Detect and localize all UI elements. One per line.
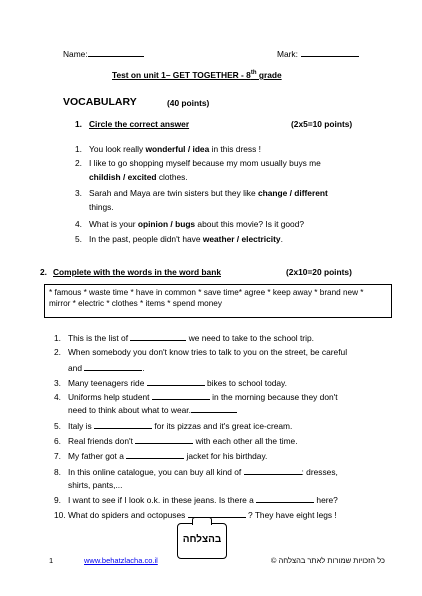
item-text: What is your bbox=[89, 219, 138, 229]
item-text: This is the list of bbox=[68, 333, 131, 343]
section2-item bbox=[54, 404, 237, 415]
item-text: Many teenagers ride bbox=[68, 378, 147, 388]
answer-blank[interactable] bbox=[256, 494, 314, 503]
item-text: I like to go shopping myself because my mom usually buys me bbox=[89, 158, 321, 168]
item-number: 1. bbox=[75, 144, 82, 154]
section1-title: Circle the correct answer bbox=[89, 119, 190, 129]
section2-item bbox=[54, 480, 122, 490]
item-number: 9. bbox=[54, 495, 61, 505]
item-number: 6. bbox=[54, 436, 61, 446]
section1-number: 1. bbox=[75, 119, 82, 129]
section2-item bbox=[54, 435, 298, 446]
item-text: Italy is bbox=[68, 421, 95, 431]
section1-item bbox=[75, 234, 283, 244]
item-text: You look really bbox=[89, 144, 146, 154]
section2-title: Complete with the words in the word bank bbox=[53, 267, 221, 277]
item-text: In this online catalogue, you can buy all kind of bbox=[68, 467, 244, 477]
section2-number: 2. bbox=[40, 267, 47, 277]
item-number: 10. bbox=[54, 510, 66, 520]
answer-blank[interactable] bbox=[126, 450, 184, 459]
item-number: 3. bbox=[54, 378, 61, 388]
answer-blank[interactable] bbox=[244, 466, 302, 475]
section1-item bbox=[75, 172, 188, 182]
logo-tab-shape bbox=[192, 517, 212, 525]
answer-options[interactable]: childish / excited bbox=[89, 172, 157, 182]
answer-options[interactable]: wonderful / idea bbox=[145, 144, 210, 154]
item-text: and bbox=[68, 363, 85, 373]
section2-item bbox=[54, 466, 338, 477]
item-number: 8. bbox=[54, 467, 61, 477]
item-text-end: clothes. bbox=[156, 172, 188, 182]
item-text-end: here? bbox=[314, 495, 338, 505]
period-mark: . bbox=[142, 363, 145, 373]
copyright-notice: כל הזכויות שמורות לאתר בהצלחה © bbox=[270, 556, 385, 565]
mark-label: Mark: bbox=[277, 49, 298, 59]
logo-text: בהצלחה bbox=[182, 534, 222, 545]
page-number: 1 bbox=[49, 556, 54, 565]
answer-blank[interactable] bbox=[84, 362, 145, 373]
item-text-end: about this movie? Is it good? bbox=[195, 219, 305, 229]
item-text: Sarah and Maya are twin sisters but they like bbox=[89, 188, 258, 198]
item-text: I want to see if I look o.k. in these jeans. Is there a bbox=[68, 495, 257, 505]
behatzlacha-logo bbox=[177, 523, 227, 559]
answer-options[interactable]: change / different bbox=[257, 188, 328, 198]
section1-item bbox=[75, 144, 261, 154]
item-text-end: . bbox=[280, 234, 283, 244]
word-bank: * famous * waste time * have in common * save time* agree * keep away * brand new * mirror * electric * clothes * items * spend money bbox=[44, 284, 392, 318]
answer-blank[interactable] bbox=[135, 435, 193, 444]
section2-item bbox=[54, 362, 145, 373]
item-number: 3. bbox=[75, 188, 82, 198]
item-number: 7. bbox=[54, 451, 61, 461]
answer-blank[interactable] bbox=[191, 404, 237, 413]
item-text-end: bikes to school today. bbox=[204, 378, 287, 388]
section1-item bbox=[75, 202, 114, 212]
mark-field bbox=[277, 48, 359, 59]
name-blank[interactable] bbox=[88, 48, 144, 57]
section2-item bbox=[54, 420, 292, 431]
item-number: 2. bbox=[75, 158, 82, 168]
section2-item bbox=[54, 377, 287, 388]
item-text: Uniforms help student bbox=[68, 392, 152, 402]
item-text-end: in the morning because they don't bbox=[209, 392, 338, 402]
item-text-end: in this dress ! bbox=[209, 144, 261, 154]
section1-item bbox=[75, 219, 304, 229]
item-text: need to think about what to wear. bbox=[68, 405, 191, 415]
answer-options[interactable]: opinion / bugs bbox=[137, 219, 196, 229]
item-text: In the past, people didn't have bbox=[89, 234, 203, 244]
item-text: What do spiders and octopuses bbox=[68, 510, 188, 520]
mark-blank[interactable] bbox=[301, 48, 359, 57]
item-text-end: : dresses, bbox=[301, 467, 338, 477]
answer-options[interactable]: weather / electricity bbox=[202, 234, 281, 244]
section2-item bbox=[54, 347, 347, 357]
section1-item bbox=[75, 188, 328, 198]
section2-item bbox=[54, 332, 314, 343]
test-title: Test on unit 1– GET TOGETHER - 8th grade bbox=[112, 70, 282, 80]
name-field bbox=[63, 48, 144, 59]
section2-item bbox=[54, 494, 338, 505]
vocabulary-heading: VOCABULARY bbox=[63, 96, 137, 108]
answer-blank[interactable] bbox=[94, 420, 152, 429]
item-number: 5. bbox=[54, 421, 61, 431]
item-text-end: with each other all the time. bbox=[193, 436, 298, 446]
section1-item bbox=[75, 158, 321, 168]
vocabulary-points: (40 points) bbox=[167, 98, 210, 108]
answer-blank[interactable] bbox=[147, 377, 205, 386]
section1-points: (2x5=10 points) bbox=[291, 119, 353, 129]
item-number: 4. bbox=[75, 219, 82, 229]
item-text: things. bbox=[89, 202, 114, 212]
section2-points: (2x10=20 points) bbox=[286, 267, 352, 277]
answer-blank[interactable] bbox=[152, 391, 210, 400]
item-text: When somebody you don't know tries to talk to you on the street, be careful bbox=[68, 347, 348, 357]
item-text-end: ? They have eight legs ! bbox=[245, 510, 337, 520]
name-label: Name: bbox=[63, 49, 88, 59]
section2-item bbox=[54, 450, 267, 461]
website-link[interactable]: www.behatzlacha.co.il bbox=[84, 556, 158, 565]
item-text-end: jacket for his birthday. bbox=[184, 451, 268, 461]
item-text-end: for its pizzas and it's great ice-cream. bbox=[152, 421, 293, 431]
item-text: My father got a bbox=[68, 451, 127, 461]
item-number: 2. bbox=[54, 347, 61, 357]
section2-item bbox=[54, 391, 338, 402]
item-number: 1. bbox=[54, 333, 61, 343]
item-text-end: we need to take to the school trip. bbox=[186, 333, 314, 343]
item-text: shirts, pants,... bbox=[68, 480, 123, 490]
item-number: 5. bbox=[75, 234, 82, 244]
item-text: Real friends don't bbox=[68, 436, 136, 446]
answer-blank[interactable] bbox=[130, 332, 186, 341]
item-number: 4. bbox=[54, 392, 61, 402]
